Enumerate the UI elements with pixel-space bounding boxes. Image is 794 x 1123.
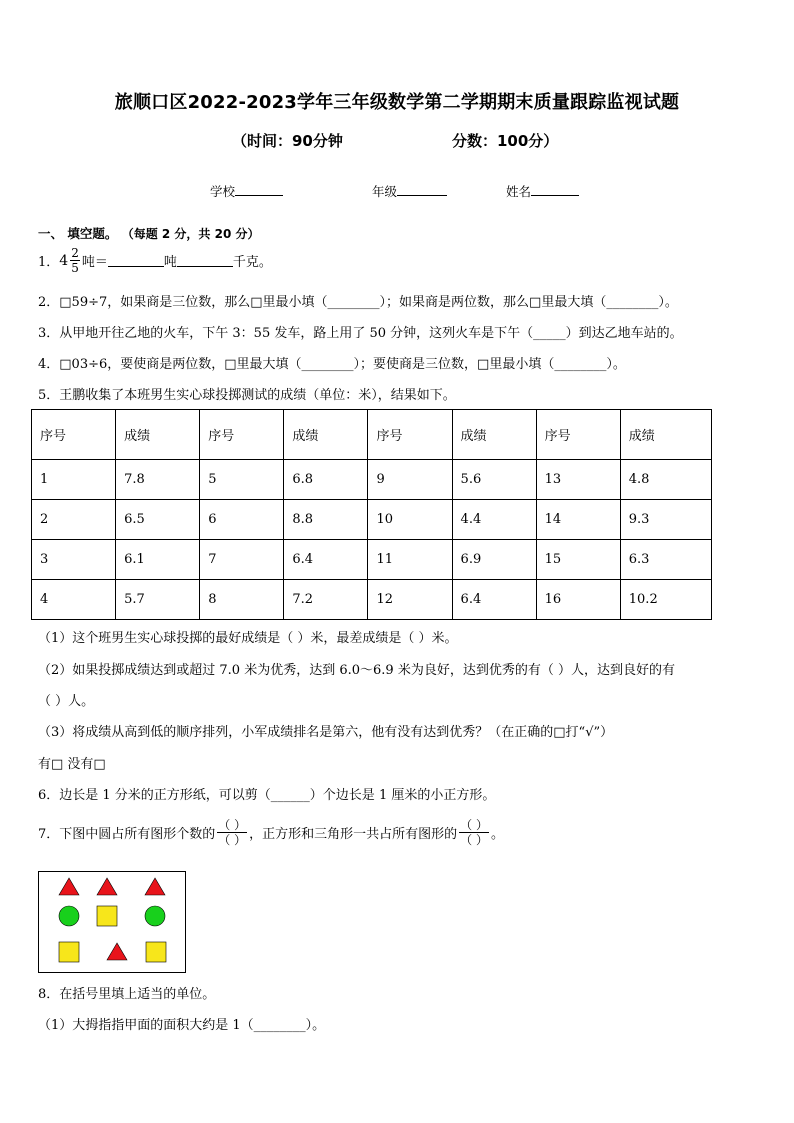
table-cell: 2 [32, 500, 116, 540]
table-header-cell: 序号 [200, 410, 284, 460]
table-row [32, 460, 712, 500]
table-cell: 4.8 [620, 460, 711, 500]
table-cell: 6.1 [116, 540, 200, 580]
school-field [210, 182, 283, 200]
table-cell: 6.9 [452, 540, 536, 580]
table-cell: 5 [200, 460, 284, 500]
table-cell: 10.2 [620, 580, 711, 620]
table-cell: 14 [536, 500, 620, 540]
grade-field [372, 182, 447, 200]
table-cell: 3 [32, 540, 116, 580]
table-cell: 4 [32, 580, 116, 620]
question-5-intro: 5．王鹏收集了本班男生实心球投掷测试的成绩（单位：米），结果如下。 [38, 388, 456, 403]
green-circle-shape [59, 906, 79, 926]
q1-blank-1[interactable] [108, 254, 164, 267]
name-field [506, 182, 579, 200]
question-5-sub3: （3）将成绩从高到低的顺序排列，小军成绩排名是第六，他有没有达到优秀？（在正确的□打“√”） [38, 725, 614, 740]
table-cell: 6 [200, 500, 284, 540]
question-5-sub1: （1）这个班男生实心球投掷的最好成绩是（ ）米，最差成绩是（ ）米。 [38, 631, 458, 646]
question-5-sub2a: （2）如果投掷成绩达到或超过 7.0 米为优秀，达到 6.0～6.9 米为良好，达到优秀的有（ ）人，达到良好的有 [38, 663, 675, 678]
name-blank[interactable] [531, 183, 579, 196]
red-triangle-shape [97, 878, 117, 895]
table-header-cell: 成绩 [284, 410, 368, 460]
table-row [32, 540, 712, 580]
red-triangle-shape [59, 878, 79, 895]
table-row [32, 500, 712, 540]
red-triangle-shape [145, 878, 165, 895]
table-cell: 15 [536, 540, 620, 580]
table-cell: 12 [368, 580, 452, 620]
question-5-sub2b: （ ）人。 [38, 694, 95, 709]
table-cell: 8.8 [284, 500, 368, 540]
table-cell: 6.8 [284, 460, 368, 500]
question-3: 3．从甲地开往乙地的火车，下午 3：55 发车，路上用了 50 分钟，这列火车是下午（_____）到达乙地车站的。 [38, 326, 683, 341]
table-cell: 9.3 [620, 500, 711, 540]
table-header-cell: 成绩 [620, 410, 711, 460]
question-5-options[interactable]: 有□ 没有□ [38, 757, 106, 772]
shapes-figure [38, 871, 186, 973]
table-cell: 7.2 [284, 580, 368, 620]
score-label: 分数：100分） [452, 132, 559, 150]
table-header-cell: 成绩 [452, 410, 536, 460]
name-label: 姓名 [506, 184, 532, 199]
q7-fraction-blank-2[interactable]: $\frac{( )}{( )}$ [460, 818, 488, 847]
school-blank[interactable] [235, 183, 283, 196]
yellow-square-shape [146, 942, 166, 962]
table-cell: 4.4 [452, 500, 536, 540]
table-cell: 11 [368, 540, 452, 580]
question-7: 7．下图中圆占所有图形个数的 $\frac{( )}{( )}$ ，正方形和三角形一共占所有图形的 $\frac{( )}{( )}$ 。 [38, 818, 504, 847]
question-4: 4．□03÷6，要使商是两位数，□里最大填（________）；要使商是三位数，□里最小填（________）。 [38, 357, 626, 372]
yellow-square-shape [59, 942, 79, 962]
time-label: （时间：90分钟 [232, 132, 343, 150]
table-cell: 13 [536, 460, 620, 500]
question-2: 2．□59÷7，如果商是三位数，那么□里最小填（________）；如果商是两位数，那么□里最大填（________）。 [38, 295, 678, 310]
table-cell: 10 [368, 500, 452, 540]
table-cell: 9 [368, 460, 452, 500]
scores-table [31, 409, 712, 620]
table-cell: 1 [32, 460, 116, 500]
question-6: 6．边长是 1 分米的正方形纸，可以剪（______）个边长是 1 厘米的小正方形。 [38, 788, 496, 803]
table-header-cell: 序号 [32, 410, 116, 460]
table-header-cell: 序号 [536, 410, 620, 460]
table-cell: 6.3 [620, 540, 711, 580]
green-circle-shape [145, 906, 165, 926]
fraction-2-5: $\frac{2}{5}$ [71, 246, 79, 275]
question-8: 8．在括号里填上适当的单位。 [38, 987, 216, 1002]
table-cell: 6.5 [116, 500, 200, 540]
red-triangle-shape [107, 943, 127, 960]
shapes-svg [39, 872, 185, 972]
table-cell: 6.4 [452, 580, 536, 620]
table-cell: 5.7 [116, 580, 200, 620]
table-header-cell: 序号 [368, 410, 452, 460]
table-cell: 7 [200, 540, 284, 580]
yellow-square-shape [97, 906, 117, 926]
table-header-cell: 成绩 [116, 410, 200, 460]
table-cell: 7.8 [116, 460, 200, 500]
section1-heading: 一、 填空题。 （每题 2 分，共 20 分） [38, 226, 260, 241]
table-cell: 6.4 [284, 540, 368, 580]
table-cell: 16 [536, 580, 620, 620]
question-8-sub1: （1）大拇指指甲面的面积大约是 1（________）。 [38, 1018, 326, 1033]
table-cell: 8 [200, 580, 284, 620]
school-label: 学校 [210, 184, 236, 199]
grade-label: 年级 [372, 184, 398, 199]
grade-blank[interactable] [397, 183, 447, 196]
q1-blank-2[interactable] [177, 254, 233, 267]
table-row [32, 580, 712, 620]
table-header-row [32, 410, 712, 460]
q7-fraction-blank-1[interactable]: $\frac{( )}{( )}$ [218, 818, 247, 847]
question-1: 1． 4 $\frac{2}{5}$ 吨＝ 吨 千克。 [38, 246, 272, 275]
page-title: 旅顺口区2022-2023学年三年级数学第二学期期末质量跟踪监视试题 [114, 92, 680, 113]
table-cell: 5.6 [452, 460, 536, 500]
